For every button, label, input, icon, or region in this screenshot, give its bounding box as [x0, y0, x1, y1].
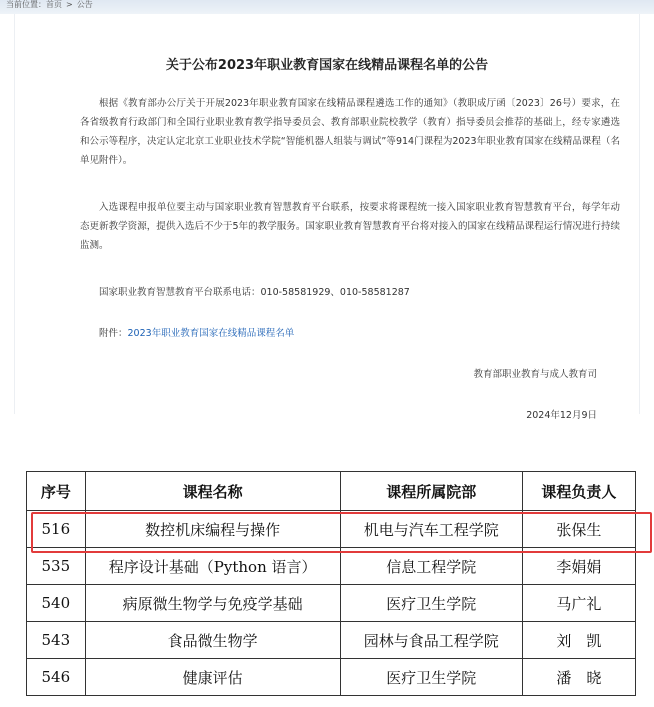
- cell-number: 516: [27, 511, 86, 548]
- breadcrumb: [6, 0, 93, 10]
- cell-number: 546: [27, 659, 86, 696]
- breadcrumb-separator: >: [66, 0, 73, 9]
- cell-department: 园林与食品工程学院: [340, 622, 522, 659]
- header-course-name: 课程名称: [85, 472, 340, 511]
- cell-department: 信息工程学院: [340, 548, 522, 585]
- breadcrumb-current: 公告: [76, 0, 93, 9]
- notice-title: 关于公布2023年职业教育国家在线精品课程名单的公告: [165, 58, 489, 73]
- notice-contact: 国家职业教育智慧教育平台联系电话：010-58581929、010-58581287: [99, 287, 410, 298]
- table-header-row: [27, 472, 636, 511]
- notice-date: 2024年12月9日: [526, 410, 597, 421]
- breadcrumb-bar: [0, 0, 654, 14]
- cell-course-name: 程序设计基础（Python 语言）: [85, 548, 340, 585]
- table-row: [27, 659, 636, 696]
- cell-department: 医疗卫生学院: [340, 585, 522, 622]
- cell-department: 机电与汽车工程学院: [340, 511, 522, 548]
- cell-number: 535: [27, 548, 86, 585]
- header-department: 课程所属院部: [340, 472, 522, 511]
- notice-issuer: 教育部职业教育与成人教育司: [473, 369, 597, 380]
- header-instructor: 课程负责人: [522, 472, 635, 511]
- table-row: [27, 585, 636, 622]
- cell-course-name: 数控机床编程与操作: [85, 511, 340, 548]
- table-row: [27, 548, 636, 585]
- cell-instructor: 潘 晓: [522, 659, 635, 696]
- course-table: [26, 471, 636, 696]
- cell-number: 543: [27, 622, 86, 659]
- breadcrumb-prefix: 当前位置：: [6, 0, 46, 9]
- attachment-label: 附件：: [99, 328, 128, 339]
- cell-instructor: 张保生: [522, 511, 635, 548]
- notice-paragraph-1: 根据《教育部办公厅关于开展2023年职业教育国家在线精品课程遴选工作的通知》（教职成厅函〔2023〕26号）要求，在各省级教育行政部门和全国行业职业教育教学指导委员会、教育部职业院校教学（教育）指导委员会推荐的基础上，经专家遴选和公示等程序，决定认定北京工业职业技术学院“智能机器人组装与调试”等914门课程为2023年职业教育国家在线精品课程（名单见附件）。: [80, 98, 620, 166]
- notice-attachment: [80, 324, 620, 343]
- cell-course-name: 病原微生物学与免疫学基础: [85, 585, 340, 622]
- notice-paragraph-2: 入选课程申报单位要主动与国家职业教育智慧教育平台联系，按要求将课程统一接入国家职业教育智慧教育平台，每学年动态更新教学资源，提供入选后不少于5年的教学服务。国家职业教育智慧教育平台将对接入的国家在线精品课程运行情况进行持续监测。: [80, 202, 620, 251]
- table-row: [27, 511, 636, 548]
- notice-panel: [14, 14, 640, 421]
- cell-department: 医疗卫生学院: [340, 659, 522, 696]
- cell-course-name: 食品微生物学: [85, 622, 340, 659]
- cell-instructor: 李娟娟: [522, 548, 635, 585]
- attachment-link[interactable]: 2023年职业教育国家在线精品课程名单: [127, 328, 295, 339]
- breadcrumb-home-link[interactable]: 首页: [46, 0, 62, 9]
- table-row: [27, 622, 636, 659]
- cell-number: 540: [27, 585, 86, 622]
- cell-instructor: 刘 凯: [522, 622, 635, 659]
- cell-course-name: 健康评估: [85, 659, 340, 696]
- header-number: 序号: [27, 472, 86, 511]
- cell-instructor: 马广礼: [522, 585, 635, 622]
